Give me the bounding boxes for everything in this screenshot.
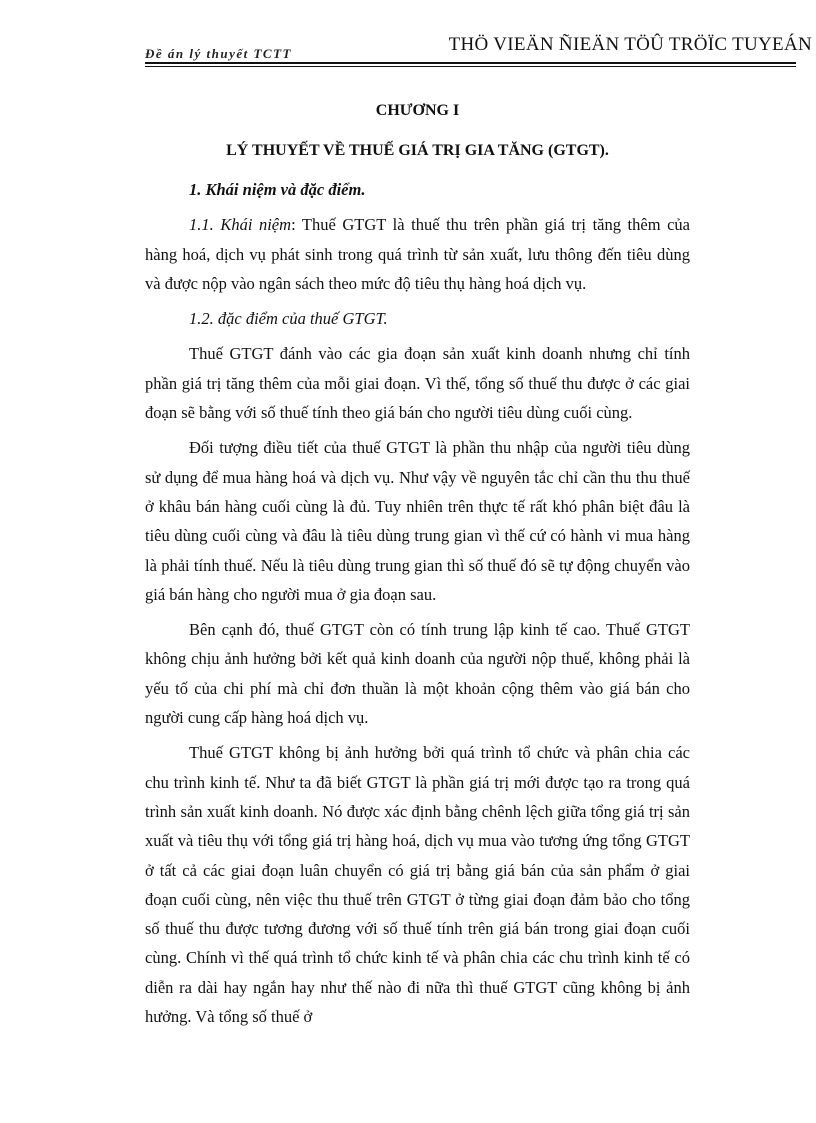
chapter-title: LÝ THUYẾT VỀ THUẾ GIÁ TRỊ GIA TĂNG (GTGT). <box>226 142 609 159</box>
header-document-title: Đề án lý thuyết TCTT <box>145 46 292 61</box>
page-body <box>145 96 690 1031</box>
paragraph-1: Thuế GTGT đánh vào các gia đoạn sản xuất kinh doanh nhưng chỉ tính phần giá trị tăng thêm của mỗi giai đoạn. Vì thế, tổng số thuế thu được ở các giai đoạn sẽ bằng với số thuế tính theo giá bán cho người tiêu dùng cuối cùng. <box>145 344 690 423</box>
header-rule <box>145 62 796 64</box>
paragraph-4: Thuế GTGT không bị ảnh hưởng bởi quá trình tổ chức và phân chia các chu trình kinh tế. Như ta đã biết GTGT là phần giá trị mới được tạo ra trong quá trình sản xuất kinh doanh. Nó được xác định bằng chênh lệch giữa tổng giá trị sản xuất và tiêu thụ với tổng giá trị hàng hoá, dịch vụ mua vào tương ứng tổng GTGT ở tất cả các giai đoạn luân chuyển có giá trị bằng giá bán của sản phẩm ở giai đoạn cuối cùng, nên việc thu thuế trên GTGT ở từng giai đoạn đảm bảo cho tổng số thuế thu được tương đương với số thuế tính trên giá bán trong giai đoạn cuối cùng. Chính vì thế quá trình tổ chức kinh tế và phân chia các chu trình kinh tế có diễn ra dài hay ngắn hay như thế nào đi nữa thì thuế GTGT cũng không bị ảnh hưởng. Và tổng số thuế ở <box>145 743 690 1027</box>
paragraph-2: Đối tượng điều tiết của thuế GTGT là phần thu nhập của người tiêu dùng sử dụng để mua hàng hoá và dịch vụ. Như vậy về nguyên tắc chỉ cần thu thu thuế ở khâu bán hàng cuối cùng là đủ. Tuy nhiên trên thực tế rất khó phân biệt đâu là tiêu dùng cuối cùng và đâu là tiêu dùng trung gian vì thế cứ có hành vi mua hàng là phải tính thuế. Nếu là tiêu dùng trung gian thì số thuế đó sẽ tự động chuyển vào giá bán hàng cho người mua ở gia đoạn sau. <box>145 438 690 604</box>
section-1-1-paragraph <box>145 210 690 298</box>
chapter-label: CHƯƠNG I <box>375 102 460 119</box>
section-1-title: 1. Khái niệm và đặc điểm. <box>189 180 366 199</box>
section-1-1-text: : Thuế GTGT là thuế thu trên phần giá trị tăng thêm của hàng hoá, dịch vụ phát sinh trong quá trình từ sản xuất, lưu thông đến tiêu dùng và được nộp vào ngân sách theo mức độ tiêu thụ hàng hoá dịch vụ. <box>145 215 691 293</box>
paragraph-3: Bên cạnh đó, thuế GTGT còn có tính trung lập kinh tế cao. Thuế GTGT không chịu ảnh hưởng bởi kết quả kinh doanh của người nộp thuế, không phải là yếu tố của chi phí mà chỉ đơn thuần là một khoản cộng thêm vào giá bán cho người cung cấp hàng hoá dịch vụ. <box>145 620 690 728</box>
header-library-name: THÖ VIEÄN ÑIEÄN TÖÛ TRÖÏC TUYEÁN <box>448 34 812 55</box>
section-1-1-label: 1.1. Khái niệm <box>189 215 292 235</box>
section-1-2-title: 1.2. đặc điểm của thuế GTGT. <box>189 309 388 329</box>
header-rule-thin <box>145 66 796 67</box>
